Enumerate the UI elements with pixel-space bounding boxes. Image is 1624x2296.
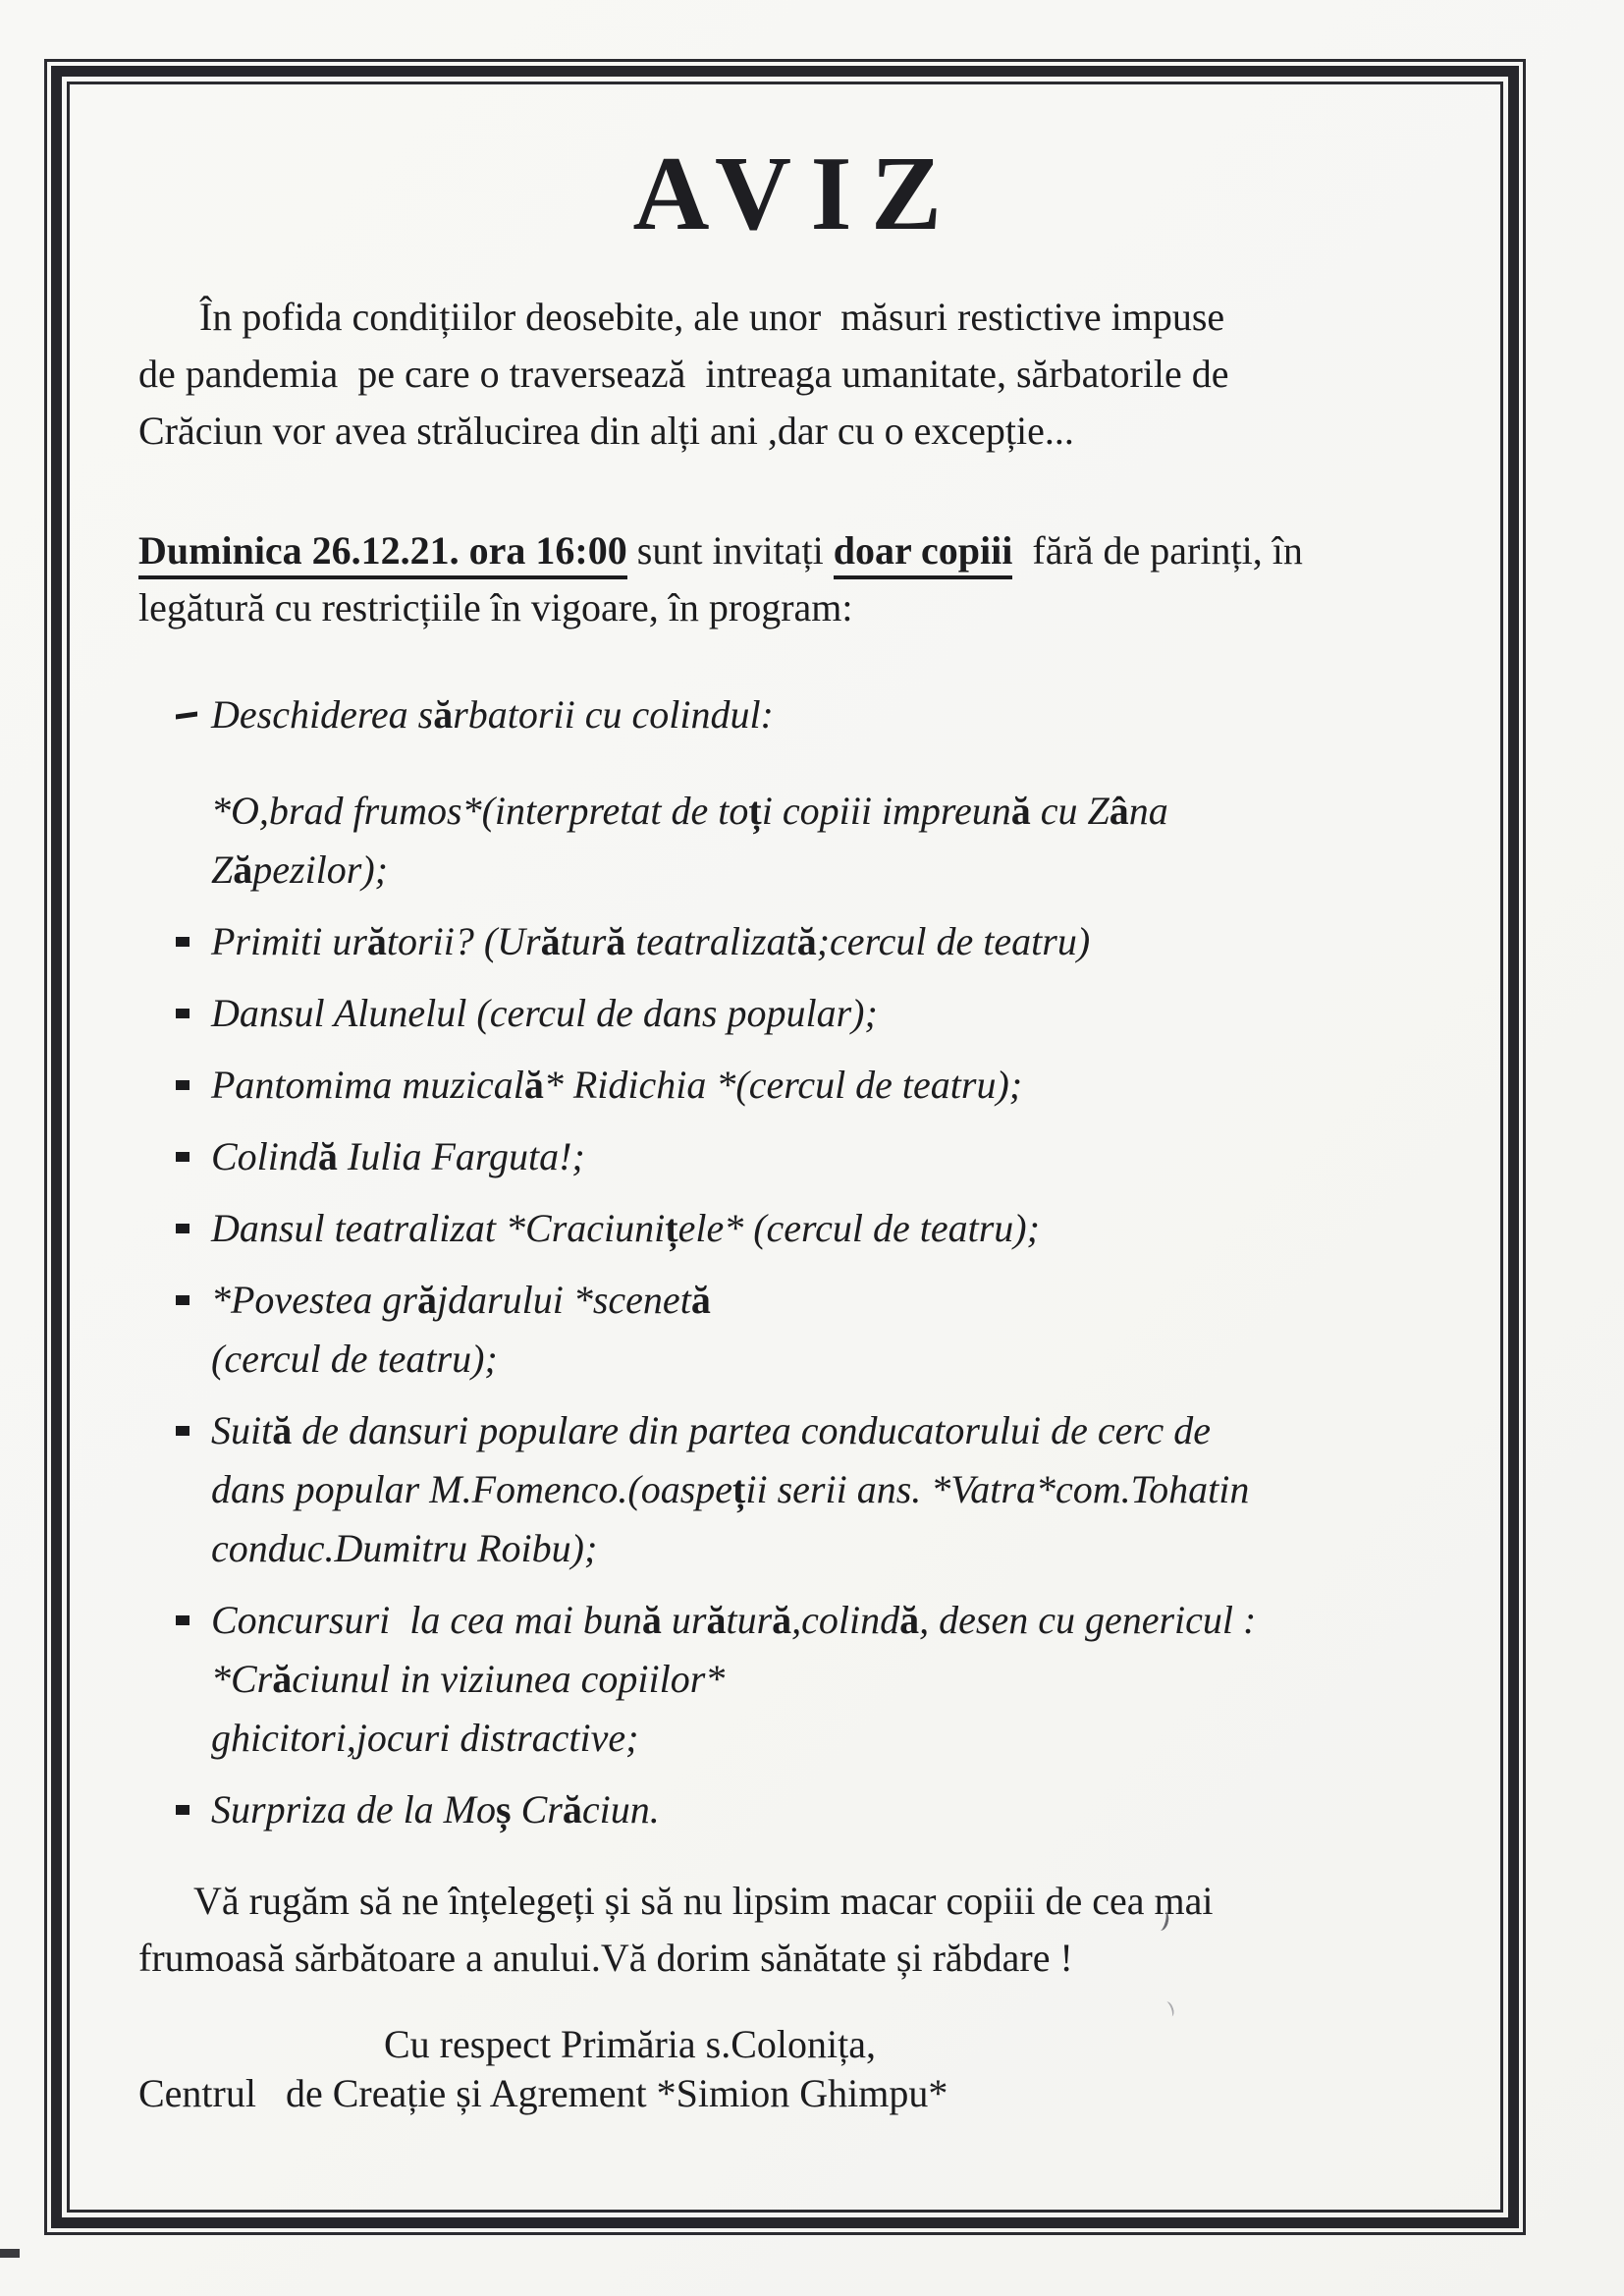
scan-artifact [0,2249,20,2258]
program-item-line: Surpriza de la Moș Crăciun. [211,1787,660,1832]
bullet-box [176,1056,211,1115]
bullet-square-icon [176,937,189,947]
intro-line: În pofida condițiilor deosebite, ale unor măsuri restictive impuse [199,295,1225,340]
bullet-square-icon [176,1805,189,1815]
bullet-square-icon [176,1615,189,1625]
bullet-box [176,782,211,900]
program-item-text [211,1127,1455,1186]
decorative-frame-thick-line [51,66,1519,2228]
closing-line: Vă rugăm să ne înțelegeți și să nu lipsim macar copiii de cea mai [193,1879,1214,1924]
bullet-dash-icon [176,712,197,720]
decorative-frame-inner-line [67,82,1503,2213]
program-item [176,1401,1455,1578]
bullet-box [176,912,211,971]
program-item-text [211,1056,1455,1115]
bullet-box [176,685,211,744]
signature-line-center: Centrul de Creație și Agrement *Simion Ghimpu* [138,2071,948,2116]
invitation-text: sunt invitați [626,528,834,574]
program-item-text [211,1401,1455,1578]
bullet-box [176,1401,211,1578]
program-item [176,1780,1455,1839]
program-item-line: dans popular M.Fomenco.(oaspeții serii ans. *Vatra*com.Tohatin [211,1467,1250,1512]
program-item-text [211,984,1455,1043]
program-list [138,685,1455,1839]
signature-line-authority: Cu respect Primăria s.Colonița, [384,2022,877,2067]
program-item-line: Dansul Alunelul (cercul de dans popular); [211,991,878,1036]
invitation-line2: legătură cu restricțiile în vigoare, în program: [138,585,853,630]
bullet-square-icon [176,1009,189,1018]
notice-title: AVIZ [632,136,961,252]
program-item-text [211,782,1455,900]
decorative-frame [44,59,1526,2235]
bullet-box [176,1591,211,1768]
bullet-box [176,1199,211,1258]
bullet-square-icon [176,1224,189,1233]
intro-line: de pandemia pe care o traversează intreaga umanitate, sărbatorile de [138,352,1229,397]
event-datetime: Duminica 26.12.21. ora 16:00 [138,528,627,579]
program-item-text [211,1271,1455,1389]
program-item [176,1591,1455,1768]
bullet-square-icon [176,1152,189,1162]
invitation-paragraph [138,522,1455,636]
invitation-audience: doar copiii [834,528,1013,579]
program-item [176,1056,1455,1115]
program-item [176,685,1455,744]
program-item-text [211,1591,1455,1768]
bullet-box [176,984,211,1043]
intro-line: Crăciun vor avea strălucirea din alți ani ,dar cu o excepție... [138,409,1074,454]
program-item-line: Colindă Iulia Farguta!; [211,1134,585,1179]
program-item [176,912,1455,971]
bullet-square-icon [176,1295,189,1305]
bullet-box [176,1780,211,1839]
closing-paragraph [138,1873,1455,1987]
program-item-line: *O,brad frumos*(interpretat de toți copiii impreună cu Zâna [211,789,1168,834]
program-item [176,782,1455,900]
program-item-line: Zăpezilor); [211,847,389,893]
program-item-line: (cercul de teatru); [211,1337,498,1382]
program-item-text [211,1199,1455,1258]
program-item-line: *Crăciunul in viziunea copiilor* [211,1657,726,1702]
program-item-text [211,685,1455,744]
program-item-line: conduc.Dumitru Roibu); [211,1526,598,1571]
program-item-line: Suită de dansuri populare din partea conducatorului de cerc de [211,1408,1211,1453]
program-item [176,984,1455,1043]
bullet-square-icon [176,1426,189,1436]
closing-line: frumoasă sărbătoare a anului.Vă dorim sănătate și răbdare ! [138,1936,1073,1981]
program-item-line: Primiti urătorii? (Urătură teatralizată;cercul de teatru) [211,919,1091,964]
program-item-text [211,1780,1455,1839]
program-item [176,1127,1455,1186]
program-item-line: Dansul teatralizat *Craciunițele* (cercul de teatru); [211,1206,1040,1251]
program-item-line: *Povestea grăjdarului *scenetă [211,1278,711,1323]
invitation-text-rest: fără de parinți, în [1012,528,1303,574]
bullet-box [176,1271,211,1389]
program-item-line: ghicitori,jocuri distractive; [211,1716,639,1761]
program-item-text [211,912,1455,971]
bullet-square-icon [176,1080,189,1090]
program-item-line: Pantomima muzicală* Ridichia *(cercul de teatru); [211,1063,1023,1108]
program-item [176,1271,1455,1389]
program-item-line: Concursuri la cea mai bună urătură,colindă, desen cu genericul : [211,1598,1257,1643]
bullet-box [176,1127,211,1186]
signature [138,2020,1455,2118]
intro-paragraph [138,289,1455,460]
notice-content [70,84,1500,2118]
program-item [176,1199,1455,1258]
program-item-line: Deschiderea sărbatorii cu colindul: [211,692,774,738]
